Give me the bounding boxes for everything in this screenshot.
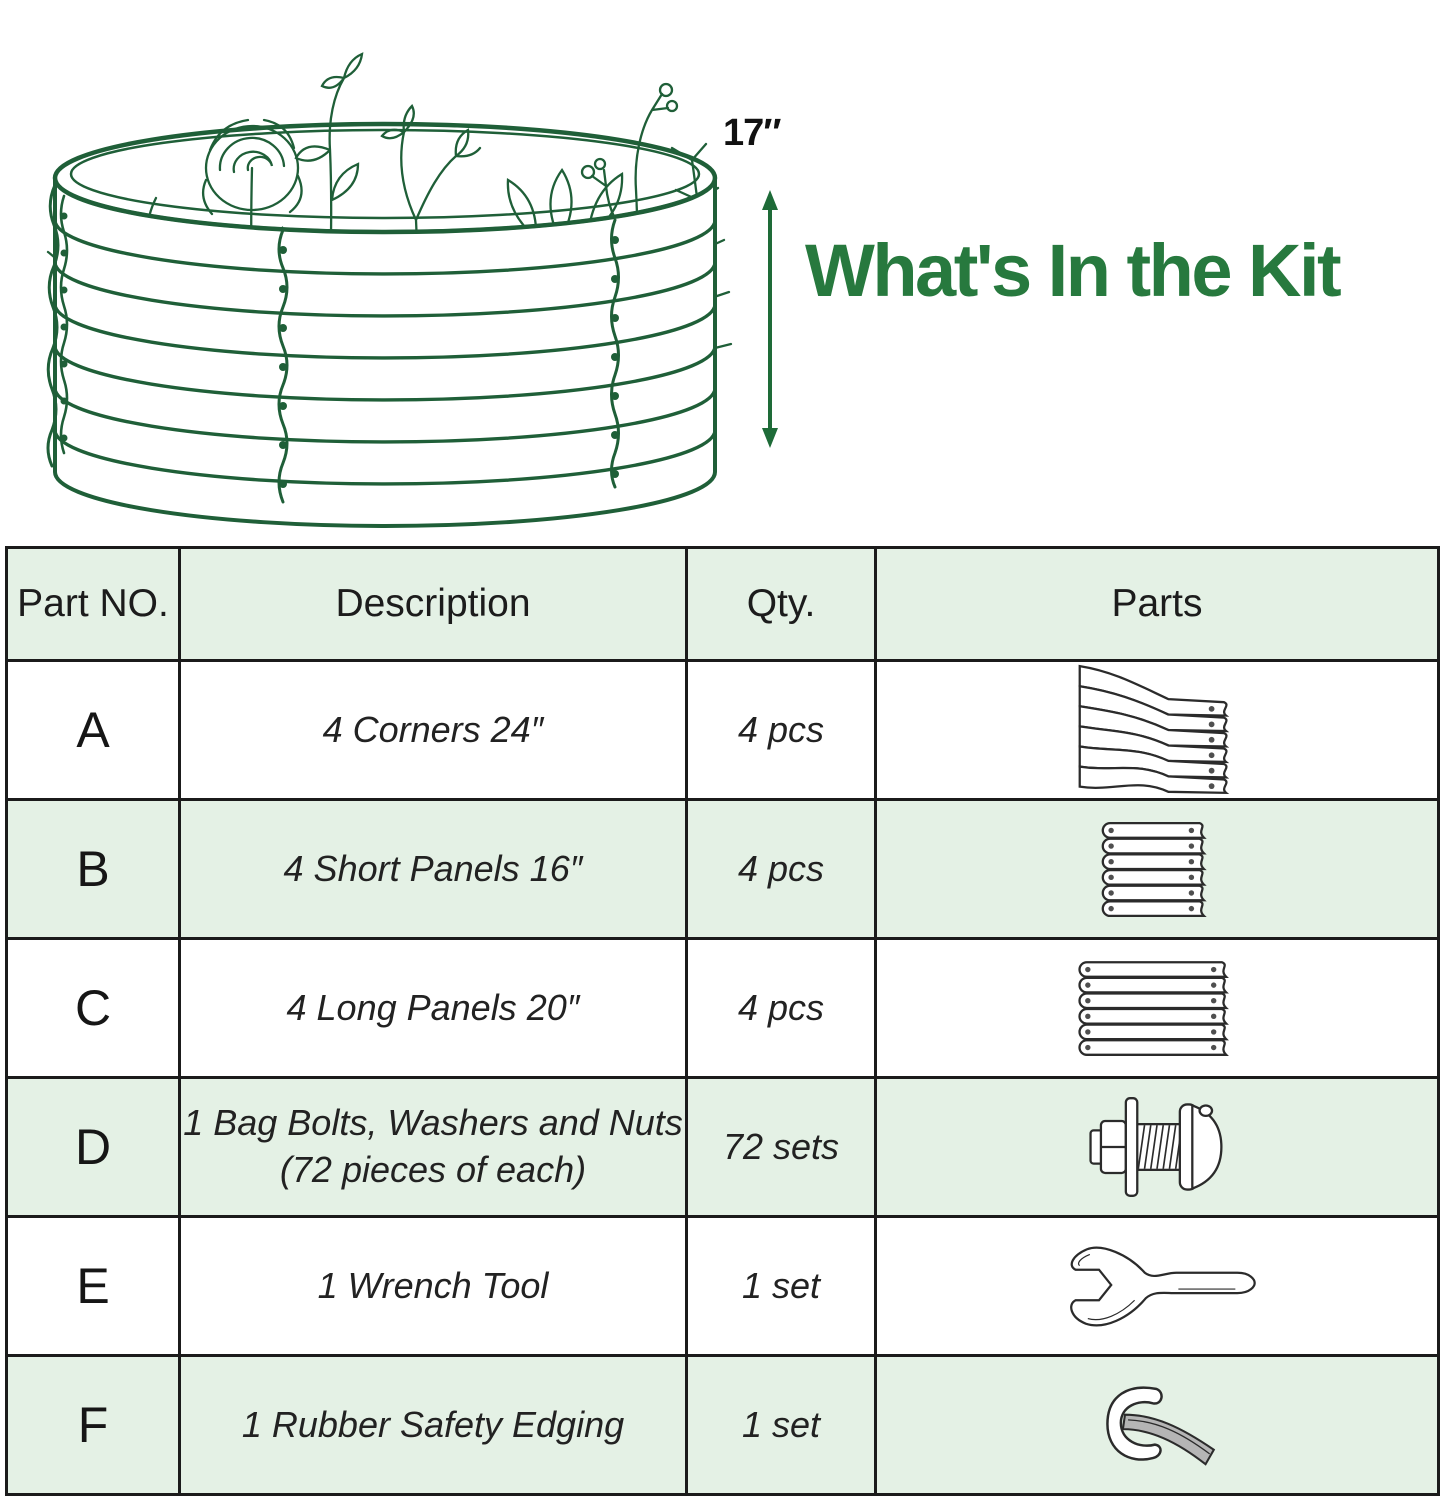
column-header-parts: Parts: [876, 548, 1439, 661]
table-row: [7, 1356, 1439, 1495]
parts-table: [5, 546, 1440, 1496]
part-letter: B: [7, 800, 180, 939]
rubber-edging-icon: [876, 1356, 1439, 1495]
bolt-washer-nut-icon: [876, 1078, 1439, 1217]
table-row: [7, 1078, 1439, 1217]
part-letter: F: [7, 1356, 180, 1495]
long-panels-icon: [876, 939, 1439, 1078]
part-description: 4 Corners 24″: [180, 661, 687, 800]
table-row: [7, 939, 1439, 1078]
part-quantity: 4 pcs: [687, 800, 876, 939]
table-header-row: [7, 548, 1439, 661]
column-header-part-no: Part NO.: [7, 548, 180, 661]
part-letter: C: [7, 939, 180, 1078]
table-row: [7, 661, 1439, 800]
part-quantity: 1 set: [687, 1356, 876, 1495]
page-title: What's In the Kit: [805, 229, 1340, 312]
height-dimension-arrow: [750, 188, 790, 450]
table-row: [7, 1217, 1439, 1356]
column-header-description: Description: [180, 548, 687, 661]
part-quantity: 1 set: [687, 1217, 876, 1356]
height-dimension-label: 17″: [723, 112, 781, 154]
part-description: 1 Rubber Safety Edging: [180, 1356, 687, 1495]
garden-bed-illustration: [0, 0, 740, 530]
part-quantity: 72 sets: [687, 1078, 876, 1217]
wrench-icon: [876, 1217, 1439, 1356]
part-description: 1 Bag Bolts, Washers and Nuts (72 pieces of each): [180, 1078, 687, 1217]
column-header-qty: Qty.: [687, 548, 876, 661]
part-letter: A: [7, 661, 180, 800]
table-row: [7, 800, 1439, 939]
part-letter: D: [7, 1078, 180, 1217]
part-description: 1 Wrench Tool: [180, 1217, 687, 1356]
corner-panel-icon: [876, 661, 1439, 800]
part-description: 4 Short Panels 16″: [180, 800, 687, 939]
part-quantity: 4 pcs: [687, 661, 876, 800]
part-letter: E: [7, 1217, 180, 1356]
part-description: 4 Long Panels 20″: [180, 939, 687, 1078]
part-quantity: 4 pcs: [687, 939, 876, 1078]
short-panels-icon: [876, 800, 1439, 939]
hero-section: [0, 0, 1442, 545]
